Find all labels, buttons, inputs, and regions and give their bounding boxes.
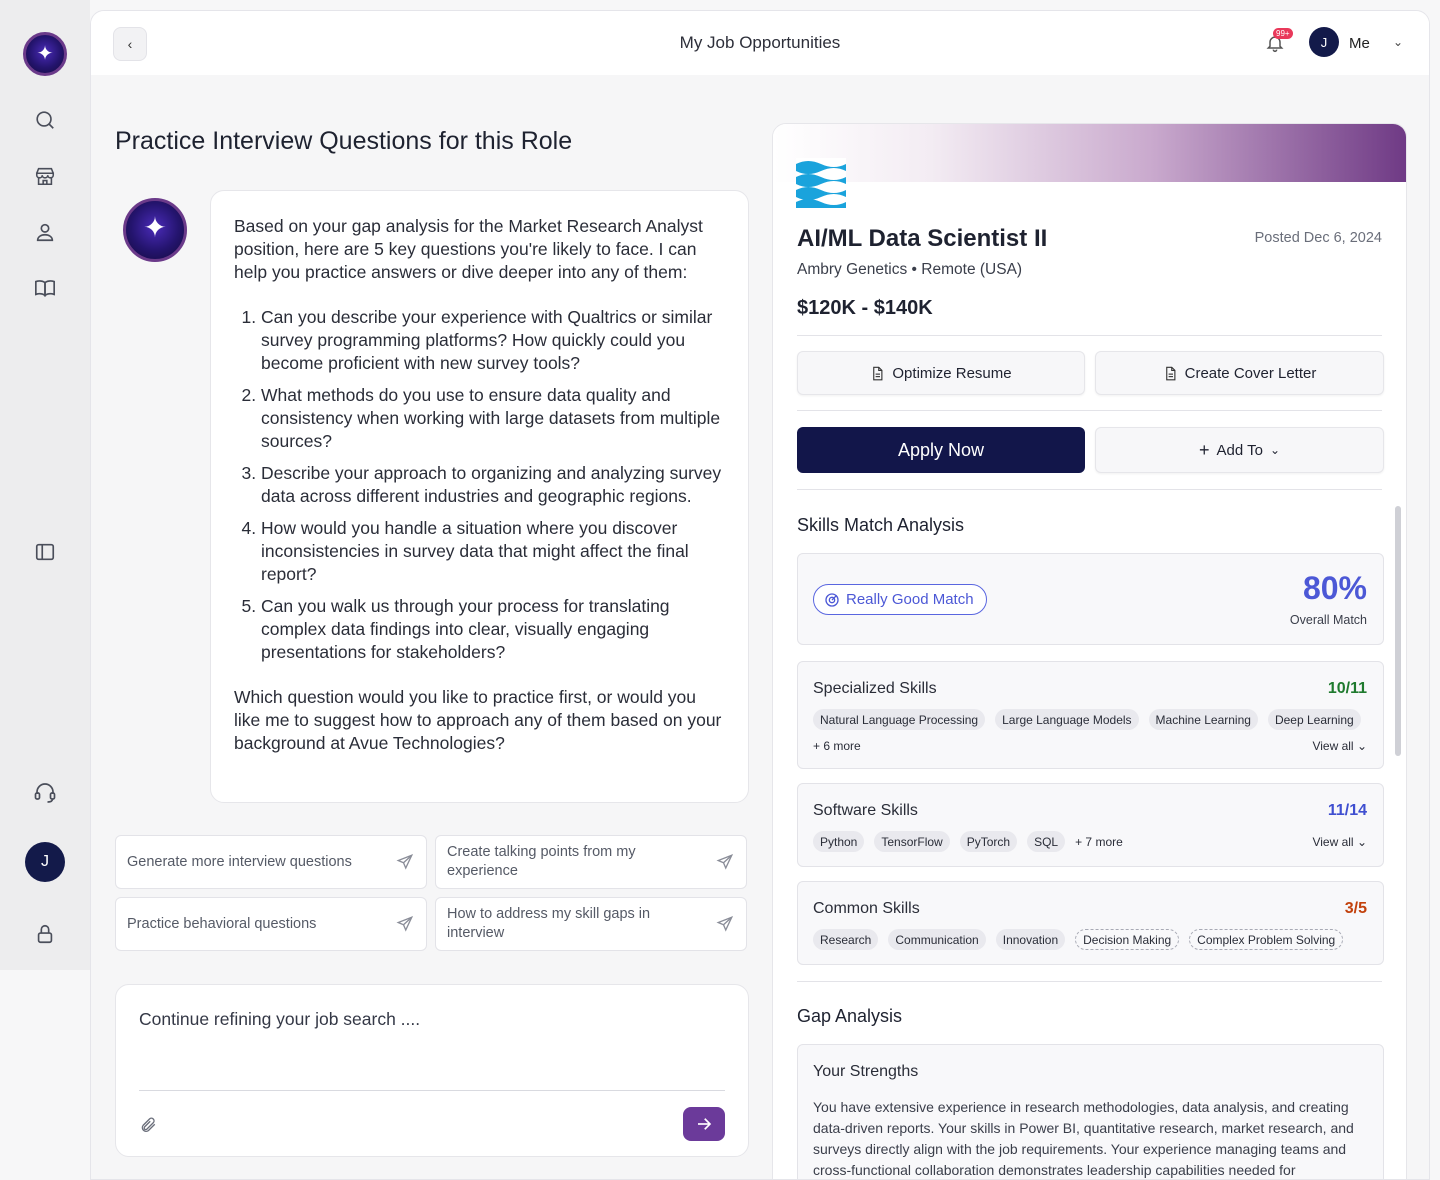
question-item: 5. Can you walk us through your process for translating complex data findings into clear, visually engaging presentations for stakeholders? xyxy=(261,595,725,664)
skill-tags xyxy=(813,929,1343,950)
sidebar xyxy=(0,0,90,970)
missing-skill-tag: Complex Problem Solving xyxy=(1189,929,1343,950)
divider xyxy=(797,410,1382,411)
skill-section-title: Common Skills xyxy=(813,900,920,917)
strengths-title: Your Strengths xyxy=(813,1063,919,1080)
send-icon xyxy=(716,915,734,933)
suggestion-label: Generate more interview questions xyxy=(127,853,352,870)
plus-icon: + xyxy=(1198,439,1210,460)
arrow-right-icon xyxy=(695,1115,713,1133)
job-detail-panel xyxy=(772,123,1407,1180)
view-all-link[interactable] xyxy=(1312,835,1367,849)
chevron-down-icon[interactable]: ⌄ xyxy=(1393,35,1404,49)
skill-tag: Innovation xyxy=(996,929,1065,950)
divider xyxy=(797,335,1382,336)
app-logo[interactable] xyxy=(23,32,67,76)
skill-tag: Research xyxy=(813,929,878,950)
suggestion-label: Practice behavioral questions xyxy=(127,915,317,932)
strengths-text: You have extensive experience in research methodologies, data analysis, and creating data-driven reports. Your skills in Power BI, quantitative research, market research, and surveys directly align with the job requirements. Your experience managing teams and cross-functional collaboration demonstrates leadership capabilities needed for xyxy=(813,1099,1354,1178)
skill-tags xyxy=(813,709,1361,730)
search-icon[interactable] xyxy=(33,108,57,132)
match-subtitle: Overall Match xyxy=(1289,613,1367,627)
specialized-skills-card xyxy=(797,661,1384,769)
divider xyxy=(797,981,1382,982)
skill-section-title: Specialized Skills xyxy=(813,680,937,697)
document-icon xyxy=(870,366,885,381)
view-all-label: View all xyxy=(1312,739,1354,753)
more-skills: + 6 more xyxy=(813,739,861,753)
missing-skill-tag: Decision Making xyxy=(1075,929,1179,950)
skill-count: 3/5 xyxy=(1344,900,1367,917)
suggestion-label: Create talking points from my experience xyxy=(447,844,636,879)
composer-input[interactable]: Continue refining your job search .... xyxy=(139,1009,421,1029)
gap-analysis-heading: Gap Analysis xyxy=(797,1006,903,1026)
skill-tag: Python xyxy=(813,831,864,852)
create-cover-letter-label: Create Cover Letter xyxy=(1184,364,1317,382)
notification-badge: 99+ xyxy=(1273,28,1293,39)
chevron-down-icon: ⌄ xyxy=(1269,443,1280,457)
question-item: 2. What methods do you use to ensure data quality and consistency when working with large datasets from multiple sources? xyxy=(261,384,725,453)
posted-date: Posted Dec 6, 2024 xyxy=(1254,230,1382,246)
skill-tag: Machine Learning xyxy=(1149,709,1258,730)
view-all-label: View all xyxy=(1312,835,1354,849)
question-list xyxy=(261,306,725,664)
panel-icon[interactable] xyxy=(33,540,57,564)
send-icon xyxy=(396,915,414,933)
paperclip-icon[interactable] xyxy=(139,1116,157,1134)
send-button[interactable] xyxy=(683,1107,725,1141)
message-outro: Which question would you like to practice first, or would you like me to suggest how to approach any of them based on your background at Avue Technologies? xyxy=(234,687,722,753)
salary-range: $120K - $140K xyxy=(797,297,933,319)
suggestion-chip[interactable] xyxy=(115,897,427,951)
book-icon[interactable] xyxy=(33,276,57,300)
send-icon xyxy=(716,853,734,871)
suggestion-chip[interactable] xyxy=(435,835,747,889)
question-item: 4. How would you handle a situation where you discover inconsistencies in survey data that might affect the final report? xyxy=(261,517,725,586)
skill-count: 11/14 xyxy=(1327,802,1367,819)
document-icon xyxy=(1163,366,1178,381)
skill-tag: TensorFlow xyxy=(874,831,949,852)
assistant-avatar xyxy=(123,198,187,262)
match-percent: 80% xyxy=(1302,570,1367,606)
common-skills-card xyxy=(797,881,1384,965)
store-icon[interactable] xyxy=(33,164,57,188)
question-item: 1. Can you describe your experience with Qualtrics or similar survey programming platforms? How quickly could you become proficient with new survey tools? xyxy=(261,306,725,375)
view-all-link[interactable] xyxy=(1312,739,1367,753)
job-banner xyxy=(773,124,1406,182)
suggestion-label: How to address my skill gaps in interview xyxy=(447,906,651,941)
skill-tag: Deep Learning xyxy=(1268,709,1361,730)
skills-heading: Skills Match Analysis xyxy=(797,515,965,535)
job-title: AI/ML Data Scientist II xyxy=(797,225,1048,252)
company-logo xyxy=(796,158,846,208)
more-skills: + 7 more xyxy=(1075,834,1123,849)
match-badge xyxy=(813,584,987,615)
skill-tag: SQL xyxy=(1027,831,1065,852)
divider xyxy=(797,489,1382,490)
chevron-down-icon: ⌄ xyxy=(1356,835,1367,849)
composer-divider xyxy=(139,1090,725,1091)
add-to-button[interactable] xyxy=(1095,427,1384,473)
user-menu-label[interactable]: Me xyxy=(1349,35,1370,52)
avatar[interactable]: J xyxy=(25,842,65,882)
lock-icon[interactable] xyxy=(33,922,57,946)
skill-tags xyxy=(813,831,1123,852)
suggestion-chip[interactable] xyxy=(115,835,427,889)
message-composer[interactable] xyxy=(115,984,749,1157)
scrollbar[interactable] xyxy=(1395,506,1401,756)
add-to-label: Add To xyxy=(1216,441,1263,459)
main-panel xyxy=(90,10,1430,1180)
question-item: 3. Describe your approach to organizing and analyzing survey data across different industries and geographic regions. xyxy=(261,462,725,508)
user-avatar[interactable]: J xyxy=(1309,27,1339,57)
assistant-message xyxy=(210,190,749,803)
strengths-card xyxy=(797,1044,1384,1180)
apply-now-button[interactable]: Apply Now xyxy=(797,427,1085,473)
header xyxy=(91,11,1429,75)
software-skills-card xyxy=(797,783,1384,867)
user-icon[interactable] xyxy=(33,220,57,244)
target-icon xyxy=(824,592,840,608)
optimize-resume-label: Optimize Resume xyxy=(892,364,1012,382)
overall-match-card xyxy=(797,553,1384,645)
chevron-down-icon: ⌄ xyxy=(1356,739,1367,753)
skill-count: 10/11 xyxy=(1327,680,1367,697)
match-label: Really Good Match xyxy=(846,591,974,608)
skill-tag: Natural Language Processing xyxy=(813,709,985,730)
create-cover-letter-button[interactable] xyxy=(1095,351,1384,395)
headset-icon[interactable] xyxy=(33,780,57,804)
optimize-resume-button[interactable] xyxy=(797,351,1085,395)
message-intro: Based on your gap analysis for the Market Research Analyst position, here are 5 key questions you're likely to face. I can help you practice answers or dive deeper into any of them: xyxy=(234,216,703,282)
suggestion-chip[interactable] xyxy=(435,897,747,951)
send-icon xyxy=(396,853,414,871)
skill-tag: PyTorch xyxy=(960,831,1017,852)
chevron-left-icon: ‹ xyxy=(127,36,133,52)
chat-heading: Practice Interview Questions for this Role xyxy=(115,127,573,155)
company-location: Ambry Genetics • Remote (USA) xyxy=(797,261,1023,278)
skill-tag: Communication xyxy=(888,929,985,950)
skill-tag: Large Language Models xyxy=(995,709,1138,730)
skill-section-title: Software Skills xyxy=(813,802,918,819)
page-title: My Job Opportunities xyxy=(679,33,841,52)
